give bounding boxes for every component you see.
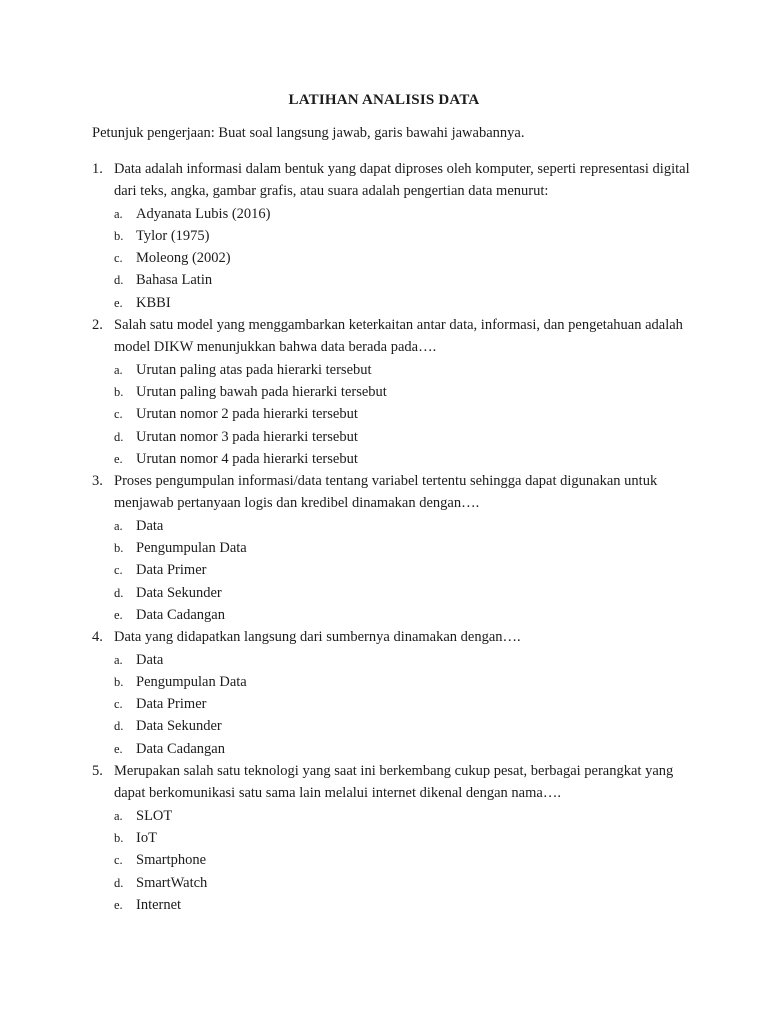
option-letter: a. bbox=[114, 518, 123, 533]
option-text: Urutan paling atas pada hierarki tersebut bbox=[136, 361, 372, 378]
option-text: Urutan nomor 2 pada hierarki tersebut bbox=[136, 406, 358, 423]
option-text: Data Cadangan bbox=[136, 606, 225, 623]
option-text: Bahasa Latin bbox=[136, 272, 213, 289]
question-3 bbox=[92, 470, 692, 626]
question-2 bbox=[92, 314, 692, 470]
question-5 bbox=[92, 760, 692, 916]
instruction-text: Petunjuk pengerjaan: Buat soal langsung jawab, garis bawahi jawabannya. bbox=[92, 125, 525, 141]
option-letter: d. bbox=[114, 429, 124, 444]
option-d bbox=[114, 269, 692, 291]
question-number: 2. bbox=[92, 317, 103, 334]
question-text: Data adalah informasi dalam bentuk yang dapat diproses oleh komputer, seperti representasi digital dari teks, angka, gambar grafis, atau suara adalah pengertian data menurut: bbox=[114, 161, 690, 200]
option-list bbox=[114, 515, 692, 626]
question-number: 4. bbox=[92, 629, 103, 646]
option-b bbox=[114, 537, 692, 559]
option-letter: e. bbox=[114, 451, 123, 466]
option-text: Data bbox=[136, 651, 164, 668]
option-letter: d. bbox=[114, 585, 124, 600]
option-b bbox=[114, 671, 692, 693]
option-text: KBBI bbox=[136, 294, 171, 311]
option-c bbox=[114, 693, 692, 715]
option-list bbox=[114, 805, 692, 916]
option-letter: e. bbox=[114, 741, 123, 756]
option-letter: d. bbox=[114, 719, 124, 734]
option-d bbox=[114, 426, 692, 448]
option-text: Data Primer bbox=[136, 696, 207, 713]
option-text: Urutan paling bawah pada hierarki tersebut bbox=[136, 383, 387, 400]
question-number: 5. bbox=[92, 763, 103, 780]
option-d bbox=[114, 872, 692, 894]
option-letter: e. bbox=[114, 607, 123, 622]
option-letter: e. bbox=[114, 897, 123, 912]
option-c bbox=[114, 559, 692, 581]
question-text: Proses pengumpulan informasi/data tentang variabel tertentu sehingga dapat digunakan untuk menjawab pertanyaan logis dan kredibel dinamakan dengan…. bbox=[114, 473, 658, 512]
option-e bbox=[114, 738, 692, 760]
option-text: Data Sekunder bbox=[136, 718, 222, 735]
document-title: LATIHAN ANALISIS DATA bbox=[288, 92, 480, 108]
question-list bbox=[92, 158, 692, 916]
option-list bbox=[114, 649, 692, 760]
option-letter: c. bbox=[114, 407, 123, 422]
option-c bbox=[114, 849, 692, 871]
option-text: SmartWatch bbox=[136, 874, 208, 891]
option-e bbox=[114, 448, 692, 470]
option-c bbox=[114, 247, 692, 269]
option-list bbox=[114, 203, 692, 314]
option-a bbox=[114, 515, 692, 537]
question-number: 1. bbox=[92, 161, 103, 177]
option-text: Pengumpulan Data bbox=[136, 540, 247, 557]
option-text: Adyanata Lubis (2016) bbox=[136, 205, 271, 222]
option-b bbox=[114, 827, 692, 849]
option-letter: b. bbox=[114, 830, 124, 845]
option-b bbox=[114, 381, 692, 403]
option-letter: c. bbox=[114, 697, 123, 712]
option-c bbox=[114, 403, 692, 425]
option-list bbox=[114, 359, 692, 470]
option-a bbox=[114, 203, 692, 225]
option-letter: d. bbox=[114, 875, 124, 890]
option-text: Tylor (1975) bbox=[136, 227, 210, 244]
option-text: Pengumpulan Data bbox=[136, 673, 247, 690]
option-letter: a. bbox=[114, 808, 123, 823]
option-letter: b. bbox=[114, 674, 124, 689]
option-text: SLOT bbox=[136, 807, 173, 824]
option-letter: c. bbox=[114, 563, 123, 578]
option-letter: b. bbox=[114, 541, 124, 556]
option-letter: a. bbox=[114, 652, 123, 667]
option-text: Data Sekunder bbox=[136, 584, 222, 601]
option-d bbox=[114, 715, 692, 737]
option-a bbox=[114, 649, 692, 671]
option-text: Data Primer bbox=[136, 562, 207, 579]
option-letter: a. bbox=[114, 362, 123, 377]
option-text: Urutan nomor 4 pada hierarki tersebut bbox=[136, 450, 358, 467]
option-e bbox=[114, 292, 692, 314]
option-text: IoT bbox=[136, 829, 157, 846]
question-4 bbox=[92, 626, 692, 760]
option-a bbox=[114, 359, 692, 381]
option-text: Moleong (2002) bbox=[136, 250, 231, 267]
option-letter: a. bbox=[114, 206, 123, 221]
option-text: Smartphone bbox=[136, 852, 207, 869]
question-text: Data yang didapatkan langsung dari sumbernya dinamakan dengan…. bbox=[114, 629, 521, 646]
option-letter: b. bbox=[114, 384, 124, 399]
option-letter: c. bbox=[114, 853, 123, 868]
option-e bbox=[114, 604, 692, 626]
question-text: Salah satu model yang menggambarkan keterkaitan antar data, informasi, dan pengetahuan adalah model DIKW menunjukkan bahwa data berada pada…. bbox=[114, 317, 683, 356]
option-b bbox=[114, 225, 692, 247]
option-letter: e. bbox=[114, 295, 123, 310]
option-text: Data Cadangan bbox=[136, 740, 225, 757]
option-text: Data bbox=[136, 517, 164, 534]
option-e bbox=[114, 894, 692, 916]
option-text: Urutan nomor 3 pada hierarki tersebut bbox=[136, 428, 358, 445]
option-text: Internet bbox=[136, 896, 182, 913]
question-number: 3. bbox=[92, 473, 103, 490]
option-letter: d. bbox=[114, 273, 124, 288]
option-letter: c. bbox=[114, 251, 123, 266]
option-a bbox=[114, 805, 692, 827]
question-1 bbox=[92, 158, 692, 314]
option-letter: b. bbox=[114, 228, 124, 243]
option-d bbox=[114, 582, 692, 604]
question-text: Merupakan salah satu teknologi yang saat ini berkembang cukup pesat, berbagai perangkat yang dapat berkomunikasi satu sama lain melalui internet dikenal dengan nama…. bbox=[114, 763, 674, 802]
